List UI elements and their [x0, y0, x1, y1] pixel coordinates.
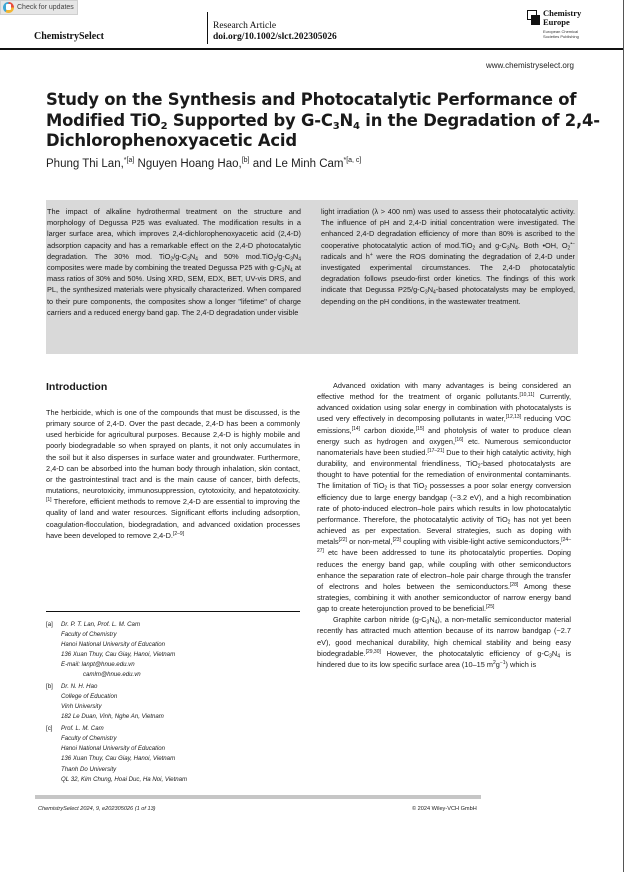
email-link[interactable]: E-mail: lanpt@hnue.edu.vn	[61, 661, 135, 669]
page-edge	[623, 0, 624, 872]
email-link[interactable]: camlm@hnue.edu.vn	[83, 671, 141, 679]
section-heading-introduction: Introduction	[46, 381, 108, 393]
footer-citation: ChemistrySelect 2024, 9, e202305026 (1 of 13)	[38, 806, 156, 812]
website-link[interactable]: www.chemistryselect.org	[485, 61, 574, 70]
citation-ref[interactable]: [28]	[509, 581, 519, 588]
citation-ref[interactable]: [12,13]	[505, 414, 522, 421]
citation-ref[interactable]: [29,30]	[365, 648, 381, 655]
article-title: Study on the Synthesis and Photocatalytic Performance of Modified TiO$_2$ Supported by $G-C_3N_4$ in the Degradation of 2,4-Dichlorophenoxyacetic Acid	[46, 90, 600, 150]
chemistry-europe-logo-icon	[527, 10, 541, 25]
citation-ref[interactable]: [24–27]	[317, 537, 571, 555]
header-rule	[0, 48, 623, 50]
affiliation-divider	[46, 611, 300, 612]
publisher-logo-text	[543, 9, 581, 27]
citation-ref[interactable]: [10,11]	[519, 392, 535, 399]
affiliation-b: [b] Dr. N. H. Hao College of Education Vinh University 182 Le Duan, Vinh, Nghe An, Vietnam	[46, 683, 164, 721]
paragraph: Graphite carbon nitride $(g-C_3N_4)$, a non-metallic semiconductor material recently has attracted much attention because of its narrow bandgap (~2.7 eV), good mechanical durability, high chemical stability and being easy biodegradable.[29,30] However, the photocatalytic efficiency of $g-C_3N_4$ is hindered due to its low specific surface area (10–15 $m^2g^{-1}$) which is	[317, 615, 571, 669]
author-name: Phung Thi Lan,	[46, 158, 124, 170]
affiliation-a: [a] Dr. P. T. Lan, Prof. L. M. Cam Faculty of Chemistry Hanoi National University of Education 136 Xuan Thuy, Cau Giay, Hanoi, Vietnam E-mail: lanpt@hnue.edu.vn camlm@hnue.edu.vn	[46, 620, 300, 681]
abstract-left-column: The impact of alkaline hydrothermal treatment on the structure and morphology of Degussa P25 was evaluated. The modification results in a larger surface area, which improves 2,4-dichlorophenoxyacetic acid (2,4-D) adsorption capacity and has a remarkable effect on the 2,4-D photocatalytic degradation. The 30% mod. $TiO_2/g-C_3N_4$ and 50% $mod.TiO_2/g-C_3N_4$ composites were made by combining the treated Degussa P25 with $g-C_3N_4$ at mass ratios of 30% and 50%. Using XRD, SEM, EDX, BET, UV-vis DRS, and PL, the synthesized materials were physically characterized. When compared to their pure components, the composites show a longer "lifetime" of charge carriers and a reduced energy band gap. The 2,4-D degradation under visible	[47, 207, 302, 317]
footer-copyright: © 2024 Wiley-VCH GmbH	[412, 806, 477, 812]
citation-ref[interactable]: [17–21]	[427, 447, 445, 454]
citation-ref[interactable]: [15]	[415, 425, 425, 432]
citation-ref[interactable]: [22]	[338, 537, 347, 544]
citation-ref[interactable]: [25]	[486, 604, 495, 611]
citation-ref[interactable]: [16]	[454, 436, 464, 443]
check-for-updates-button[interactable]	[0, 0, 78, 15]
publisher-sub2: Societies Publishing	[543, 33, 579, 39]
affiliation-c: [c] Prof. L. M. Cam Faculty of Chemistry Hanoi National University of Education 136 Xuan Thuy, Cau Giay, Hanoi, Vietnam Thanh Do University QL 32, Kim Chung, Hoai Duc, Ha Noi, Vietnam	[46, 725, 188, 783]
article-type: Research Article	[213, 21, 277, 31]
footer-rule	[35, 795, 481, 799]
author-list: Phung Thi Lan,$^{*[a]}$ Nguyen Hoang Hao,[b] and Le Minh Cam$^{*[a, c]}$	[46, 157, 362, 170]
citation-ref[interactable]: [1]	[46, 497, 52, 504]
abstract-box	[46, 200, 578, 354]
paragraph: The herbicide, which is one of the compounds that must be discussed, is the primary source of 2,4-D. Over the past decade, 2,4-D has been a commonly used herbicide for agricultural purposes. Because 2,4-D is highly mobile and poorly biodegradable so when sprayed on plants, it not only accumulates in the soil but it also disperses in surface water and groundwater. Furthermore, 2,4-D can be absorbed into the human body through inhalation, skin contact, or the gastrointestinal tract and is the main cause of cancer, birth defects, mutations, neurotoxicity, immunosuppression, cytotoxicity, and hepatotoxicity.[1] Therefore, efficient methods to remove 2,4-D are essential to improving the quality of land and water resources. Significant efforts including adsorption, coagulation-flocculation, biodegradation, and advanced oxidation processes have been developed to remove 2,4-D.[2–9]	[46, 408, 300, 540]
citation-ref[interactable]: [23]	[392, 537, 401, 544]
doi-link[interactable]: doi.org/10.1002/slct.202305026	[213, 32, 337, 42]
body-right-column	[317, 380, 571, 670]
publisher-sub1: European Chemical	[543, 29, 579, 34]
author-name: and Le Minh Cam	[249, 158, 344, 170]
author-name: Nguyen Hoang Hao,	[134, 158, 242, 170]
abstract-right-column: light irradiation (λ > 400 nm) was used to assess their photocatalytic activity. The influence of pH and 2,4-D initial concentration were investigated. The enhanced 2,4-D degradation efficiency of more than 80% is ascribed to the cooperative photocatalytic action of mod.TiO$_2$ and $g-C_3N_4$. Both •OH, $O_2^{•-}$ radicals and h+ were the ROS dominating the degradation of 2,4-D under investigated experimental circumstances. The 2,4-D photocatalytic degradation follows pseudo-first order kinetics. The findings of this work indicate that Degussa $P25/g-C_3N_4$-based photocatalysts may be employed, depending on the pH conditions, in the wastewater treatment.	[321, 207, 575, 306]
paragraph: Advanced oxidation with many advantages is being considered an effective method for the treatment of organic pollutants.[10,11] Currently, advanced oxidation using solar energy in combination with photocatalysts is used very effectively in decomposing pollutants in water,[12,13] reducing VOC emissions,[14] carbon dioxide,[15] and photolysis of water to produce clean energy such as hydrogen and oxygen,[16] etc. Numerous semiconductor nanomaterials have been studied.[17–21] Due to their high catalytic activity, high durability, and environmental friendliness, TiO$_2$-based photocatalysts are thought to have potential for the remediation of environmental contaminants. The limitation of TiO$_2$ is that TiO$_2$ possesses a poor solar energy conversion efficiency due to large energy bandgap (~3.2 eV), and a high recombination rate of photo-induced electron–hole pairs which results in low photocatalytic performance. Therefore, the photocatalytic activity of TiO$_2$ has not yet been achieved as per expectation. Several strategies, such as doping with metals[22] or non-metal,[23] coupling with visible-light active semiconductors,[24–27] etc have been addressed to tune its photocatalytic properties. Doping reduces the energy band gap, while coupling with other semiconductors enhance the separation rate of electron–hole pair charge through the transfer of electrons and holes between the semiconductors.[28] Among these strategies, combining it with another semiconductor of narrow energy band gap to create heterojunction proved to be beneficial.[25]	[317, 381, 571, 614]
journal-name: ChemistrySelect	[34, 31, 104, 42]
publisher-line1: Chemistry	[543, 8, 582, 18]
citation-ref[interactable]: [14]	[351, 425, 361, 432]
check-for-updates-label: Check for updates	[17, 4, 74, 11]
publisher-subtitle	[543, 30, 579, 39]
citation-ref[interactable]: [2–9]	[172, 530, 185, 537]
crossmark-icon	[3, 2, 14, 13]
header-divider	[207, 12, 208, 44]
affiliations	[46, 620, 300, 786]
body-left-column	[46, 407, 300, 541]
publisher-line2: Europe	[543, 17, 570, 27]
